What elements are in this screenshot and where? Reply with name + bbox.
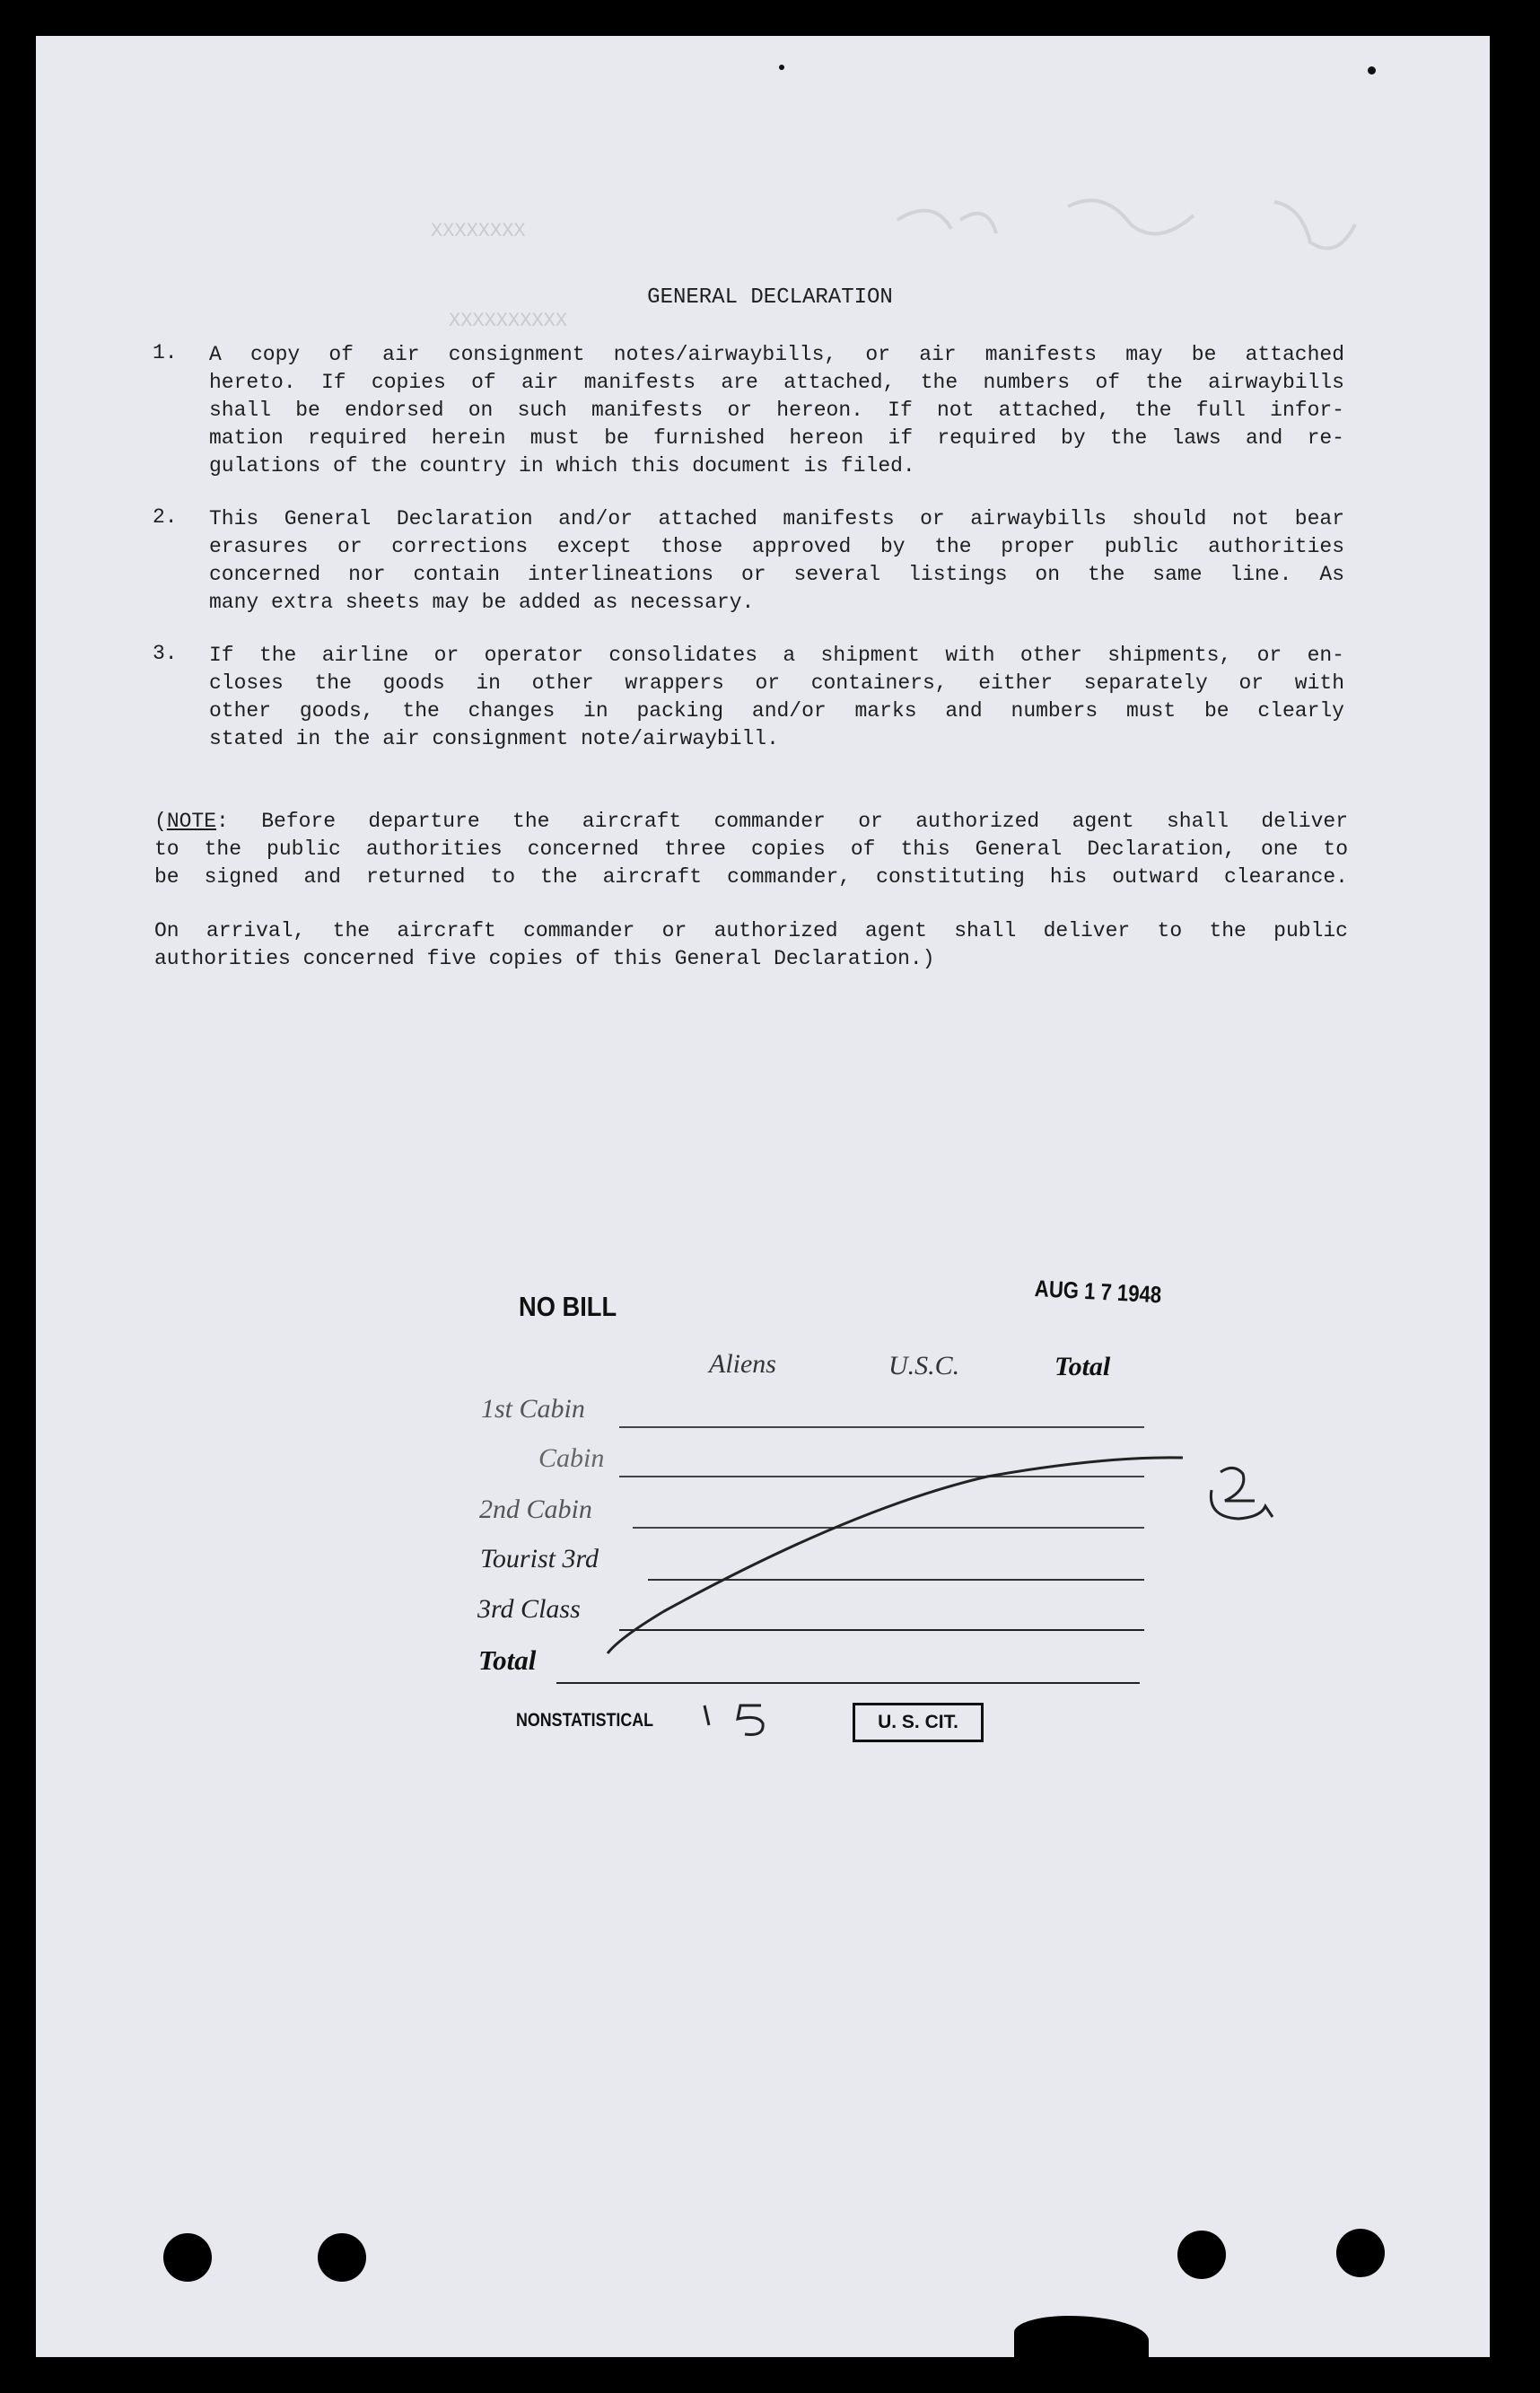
punch-hole — [163, 2233, 212, 2282]
item-line: This General Declaration and/or attached manifests or airwaybills should not bear — [209, 507, 1344, 530]
arrival-block — [154, 917, 1348, 973]
row-rule — [556, 1682, 1140, 1684]
item-line: many extra sheets may be added as necessary. — [209, 591, 755, 614]
row-rule — [619, 1629, 1144, 1631]
note-block — [154, 808, 1348, 891]
document-heading: GENERAL DECLARATION — [647, 285, 893, 310]
us-cit-label: U. S. CIT. — [878, 1712, 958, 1732]
note-line: to the public authorities concerned three copies of this General Declaration, one to — [154, 837, 1348, 861]
nonstatistical-label: NONSTATISTICAL — [516, 1710, 654, 1731]
row-2nd-cabin: 2nd Cabin — [479, 1495, 592, 1524]
row-rule — [633, 1527, 1144, 1529]
ink-dot — [779, 65, 784, 70]
no-bill-stamp: NO BILL — [519, 1291, 617, 1322]
column-usc: U.S.C. — [888, 1351, 960, 1381]
punch-hole — [1336, 2229, 1385, 2277]
note-line: be signed and returned to the aircraft commander, constituting his outward clearance. — [154, 865, 1348, 889]
row-tourist-3rd: Tourist 3rd — [480, 1544, 599, 1573]
row-3rd-class: 3rd Class — [477, 1594, 581, 1624]
bleed-through-text: XXXXXXXX — [431, 220, 526, 242]
item-line: A copy of air consignment notes/airwaybills, or air manifests may be attached — [209, 343, 1344, 366]
note-prefix: ( — [154, 810, 167, 833]
punch-hole — [318, 2233, 366, 2282]
bleed-through-text: XXXXXXXXXX — [449, 310, 568, 332]
arrival-line: On arrival, the aircraft commander or authorized agent shall deliver to the public — [154, 919, 1348, 942]
row-rule — [619, 1476, 1144, 1477]
row-rule — [648, 1579, 1144, 1581]
item-line: gulations of the country in which this document is filed. — [209, 454, 915, 478]
punch-hole — [1177, 2231, 1226, 2279]
item-line: concerned nor contain interlineations or several listings on the same line. As — [209, 563, 1344, 586]
column-total: Total — [1054, 1352, 1111, 1381]
ink-dot — [1368, 66, 1376, 75]
item-line: mation required herein must be furnished hereon if required by the laws and re- — [209, 426, 1344, 450]
item-line: stated in the air consignment note/airwaybill. — [209, 727, 779, 750]
row-total: Total — [478, 1644, 537, 1676]
note-label: NOTE — [166, 810, 217, 833]
item-number: 2. — [153, 505, 178, 529]
note-line — [154, 808, 1348, 836]
row-1st-cabin: 1st Cabin — [481, 1394, 585, 1424]
item-number: 1. — [153, 341, 178, 364]
item-line: If the airline or operator consolidates a shipment with other shipments, or en- — [209, 644, 1344, 667]
item-line: shall be endorsed on such manifests or hereon. If not attached, the full infor- — [209, 399, 1344, 422]
item-1-text — [209, 341, 1344, 480]
item-line: hereto. If copies of air manifests are attached, the numbers of the airwaybills — [209, 371, 1344, 394]
row-cabin: Cabin — [538, 1443, 605, 1473]
item-line: closes the goods in other wrappers or containers, either separately or with — [209, 671, 1344, 695]
item-3-text — [209, 642, 1344, 753]
item-2-text — [209, 505, 1344, 617]
date-stamp: AUG 1 7 1948 — [1034, 1275, 1162, 1309]
item-line: erasures or corrections except those approved by the proper public authorities — [209, 535, 1344, 558]
item-line: other goods, the changes in packing and/or marks and numbers must be clearly — [209, 699, 1344, 723]
row-rule — [619, 1426, 1144, 1428]
column-aliens: Aliens — [709, 1349, 776, 1379]
us-cit-stamp — [853, 1703, 984, 1742]
note-line-text: : Before departure the aircraft commander or authorized agent shall deliver — [216, 810, 1348, 833]
arrival-line: authorities concerned five copies of this General Declaration.) — [154, 947, 935, 970]
item-number: 3. — [153, 642, 178, 665]
